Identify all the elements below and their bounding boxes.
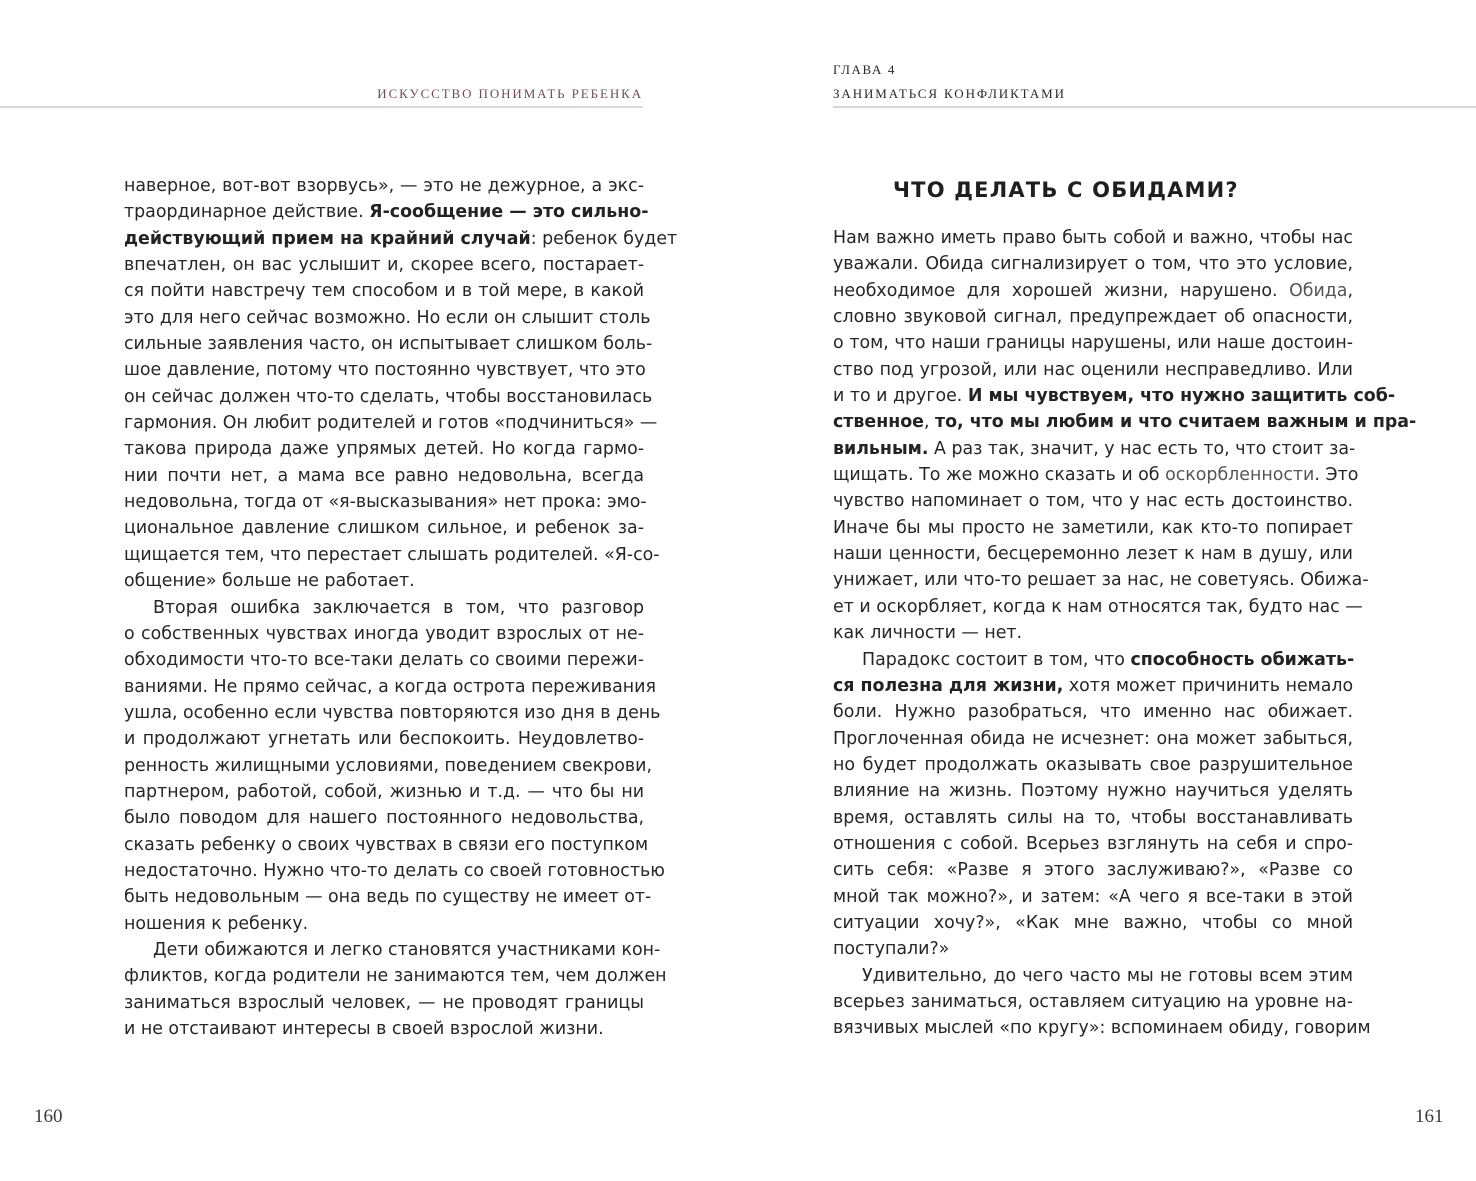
text-run: ство под угрозой, или нас оценили несправедливо. Или [833, 359, 1353, 380]
text-line [833, 488, 1353, 514]
text-run: такова природа даже упрямых детей. Но когда гармо- [124, 439, 644, 460]
text-line [124, 700, 661, 726]
text-line [124, 384, 653, 410]
text-line [833, 884, 1353, 910]
text-line [833, 357, 1353, 383]
text-line [833, 726, 1353, 752]
text-run: впечатлен, он вас услышит и, скорее всего, постарает- [124, 255, 644, 276]
text-run: всерьез заниматься, оставляем ситуацию на уровне на- [833, 991, 1353, 1012]
text-line [833, 251, 1353, 277]
text-line [124, 726, 644, 752]
text-run: нии почти нет, а мама все равно недовольна, всегда [124, 465, 644, 486]
text-run: и то и другое. [833, 386, 968, 407]
text-run: словно звуковой сигнал, предупреждает об опасности, [833, 307, 1353, 328]
text-run: это для него сейчас возможно. Но если он слышит столь [124, 307, 651, 328]
text-line [833, 963, 1353, 989]
text-run: щищается тем, что перестает слышать родителей. «Я-со- [124, 544, 660, 565]
text-run: о собственных чувствах иногда уводит взрослых от не- [124, 623, 644, 644]
text-run: он сейчас должен что-то сделать, чтобы восстановилась [124, 386, 653, 407]
text-run: мной так можно?», и затем: «А чего я все-таки в этой [833, 886, 1353, 907]
text-run: ренность жилищными условиями, поведением свекрови, [124, 755, 652, 776]
text-line [833, 647, 1353, 673]
text-line [833, 910, 1353, 936]
text-line [124, 331, 653, 357]
text-run: и продолжают угнетать или беспокоить. Неудовлетво- [124, 729, 644, 750]
text-run: но будет продолжать оказывать свое разрушительное [833, 754, 1353, 775]
text-run: недостаточно. Нужно что-то делать со своей готовностью [124, 860, 665, 881]
text-line [124, 1016, 644, 1042]
text-line [124, 621, 644, 647]
text-run: необходимое для хорошей жизни, нарушено. [833, 280, 1290, 301]
text-line [833, 225, 1353, 251]
text-line [833, 304, 1353, 330]
text-run: недовольна, тогда от «я-высказывания» нет прока: эмо- [124, 492, 647, 513]
bold-text: Я-сообщение — это сильно- [369, 202, 649, 223]
highlighted-term: оскорбленности [1165, 465, 1315, 486]
text-line [124, 568, 644, 594]
text-line [124, 357, 644, 383]
text-line [833, 409, 1417, 435]
text-line [124, 278, 644, 304]
page-number-left: 160 [34, 1106, 63, 1127]
text-line [833, 989, 1353, 1015]
text-line [124, 647, 644, 673]
text-run: ся пойти навстречу тем способом и в той мере, в какой [124, 281, 644, 302]
text-line [833, 620, 1353, 646]
text-run: . Это [1314, 465, 1359, 486]
text-line [124, 252, 644, 278]
text-run: поступали?» [833, 939, 950, 960]
text-run: циональное давление слишком сильное, и ребенок за- [124, 518, 644, 539]
text-run: Парадокс состоит в том, что [862, 649, 1131, 670]
text-run: фликтов, когда родители не занимаются тем, чем должен [124, 966, 667, 987]
text-run: сказать ребенку о своих чувствах в связи его поступком [124, 834, 649, 855]
text-run: наверное, вот-вот взорвусь», — это не дежурное, а экс- [124, 176, 644, 196]
text-run: траординарное действие. [124, 202, 370, 223]
text-run: чувство напоминает о том, что у нас есть достоинство. [833, 491, 1353, 512]
text-run: о том, что наши границы нарушены, или наше достоин- [833, 333, 1353, 354]
text-line [833, 778, 1353, 804]
text-run: Вторая ошибка заключается в том, что разговор [153, 597, 644, 618]
text-run: уважали. Обида сигнализирует о том, что это условие, [833, 254, 1353, 275]
text-line [833, 330, 1353, 356]
running-head-right [833, 60, 1476, 108]
page-number-right: 161 [1415, 1106, 1444, 1127]
text-line [833, 541, 1353, 567]
text-run: , [1347, 280, 1353, 301]
text-line [124, 911, 644, 937]
bold-text: вильным. [833, 438, 929, 459]
chapter-label: ГЛАВА 4 [833, 62, 896, 77]
text-line [124, 305, 651, 331]
text-line [124, 515, 644, 541]
text-run: Удивительно, до чего часто мы не готовы всем этим [862, 965, 1353, 986]
right-body-text [833, 225, 1417, 1042]
text-line [124, 779, 644, 805]
text-run: хотя может причинить немало [1063, 675, 1354, 696]
text-line [833, 752, 1353, 778]
text-line [124, 542, 660, 568]
text-run: : ребенок будет [530, 228, 678, 249]
text-run: заниматься взрослый человек, — не проводят границы [124, 992, 644, 1013]
section-heading: ЧТО ДЕЛАТЬ С ОБИДАМИ? [893, 178, 1239, 202]
text-run: общение» больше не работает. [124, 571, 415, 592]
bold-text: действующий прием на крайний случай [124, 228, 531, 249]
text-line [833, 805, 1353, 831]
running-head-left [0, 84, 643, 108]
text-run: вязчивых мыслей «по кругу»: вспоминаем обиду, говорим [833, 1018, 1371, 1039]
text-line [833, 857, 1353, 883]
text-run: сильные заявления часто, он испытывает слишком боль- [124, 334, 653, 355]
text-run: обходимости что-то все-таки делать со своими пережи- [124, 650, 644, 671]
text-line [833, 567, 1369, 593]
text-line [833, 673, 1353, 699]
text-run: партнером, работой, собой, жизнью и т.д. — что бы ни [124, 781, 644, 802]
text-run: Проглоченная обида не исчезнет: она может забыться, [833, 728, 1353, 749]
text-run: сить себя: «Разве я этого заслуживаю?», «Разве со [833, 860, 1353, 881]
text-run: и не отстаивают интересы в своей взрослой жизни. [124, 1019, 604, 1039]
text-line [124, 858, 665, 884]
text-line [124, 753, 652, 779]
text-line [833, 278, 1353, 304]
text-line [124, 805, 644, 831]
bold-text: то, что мы любим и что считаем важным и пра- [935, 412, 1417, 433]
text-line [124, 199, 649, 225]
text-run: шое давление, потому что постоянно чувствует, что это [124, 360, 646, 381]
left-body-text [124, 173, 678, 1042]
text-line [124, 674, 656, 700]
text-line [124, 173, 644, 199]
text-run: ситуации хочу?», «Как мне важно, чтобы со мной [833, 912, 1353, 933]
text-run: Иначе бы мы просто не заметили, как кто-то попирает [833, 517, 1353, 538]
text-run: ваниями. Не прямо сейчас, а когда острота переживания [124, 676, 656, 697]
text-line [124, 489, 647, 515]
text-line [833, 936, 1353, 962]
text-run: ет и оскорбляет, когда к нам относятся так, будто нас — [833, 596, 1363, 617]
bold-text: ственное [833, 412, 924, 433]
text-line [833, 699, 1353, 725]
text-run: ношения к ребенку. [124, 913, 309, 934]
text-line [124, 832, 649, 858]
text-line [833, 831, 1353, 857]
text-line [833, 383, 1396, 409]
text-run: , [923, 412, 936, 433]
text-line [124, 410, 658, 436]
highlighted-term: Обида [1289, 280, 1348, 301]
text-line [124, 937, 661, 963]
text-run: время, оставлять силы на то, чтобы восстанавливать [833, 807, 1353, 828]
chapter-title: ЗАНИМАТЬСЯ КОНФЛИКТАМИ [833, 86, 1066, 101]
book-title: ИСКУССТВО ПОНИМАТЬ РЕБЕНКА [377, 86, 643, 101]
text-run: наши ценности, бесцеремонно лезет к нам в душу, или [833, 544, 1353, 565]
text-line [833, 515, 1353, 541]
text-run: гармония. Он любит родителей и готов «подчиниться» — [124, 413, 658, 434]
text-run: щищать. То же можно сказать и об [833, 465, 1166, 486]
text-line [124, 990, 644, 1016]
text-run: Нам важно иметь право быть собой и важно, чтобы нас [833, 228, 1353, 248]
text-line [833, 436, 1356, 462]
text-run: влияние на жизнь. Поэтому нужно научиться уделять [833, 781, 1353, 802]
bold-text: ся полезна для жизни, [833, 675, 1064, 696]
text-run: отношения с собой. Всерьез взглянуть на себя и спро- [833, 833, 1353, 854]
text-line [124, 595, 644, 621]
text-run: как личности — нет. [833, 623, 1023, 644]
text-line [124, 463, 644, 489]
text-run: Дети обижаются и легко становятся участниками кон- [153, 939, 661, 960]
text-line [124, 226, 678, 252]
text-run: быть недовольным — она ведь по существу не имеет от- [124, 887, 652, 908]
text-line [124, 884, 652, 910]
text-run: унижает, или что-то решает за нас, не советуясь. Обижа- [833, 570, 1369, 591]
bold-text: способность обижать- [1130, 649, 1355, 670]
text-line [833, 1015, 1371, 1041]
text-line [124, 963, 667, 989]
text-run: боли. Нужно разобраться, что именно нас обижает. [833, 702, 1353, 723]
right-page [738, 0, 1476, 1181]
text-run: было поводом для нашего постоянного недовольства, [124, 808, 644, 829]
text-run: ушла, особенно если чувства повторяются изо дня в день [124, 702, 661, 723]
text-run: А раз так, значит, у нас есть то, что стоит за- [928, 438, 1356, 459]
text-line [833, 594, 1363, 620]
text-line [124, 436, 644, 462]
bold-text: И мы чувствуем, что нужно защитить соб- [967, 386, 1396, 407]
text-line [833, 462, 1359, 488]
